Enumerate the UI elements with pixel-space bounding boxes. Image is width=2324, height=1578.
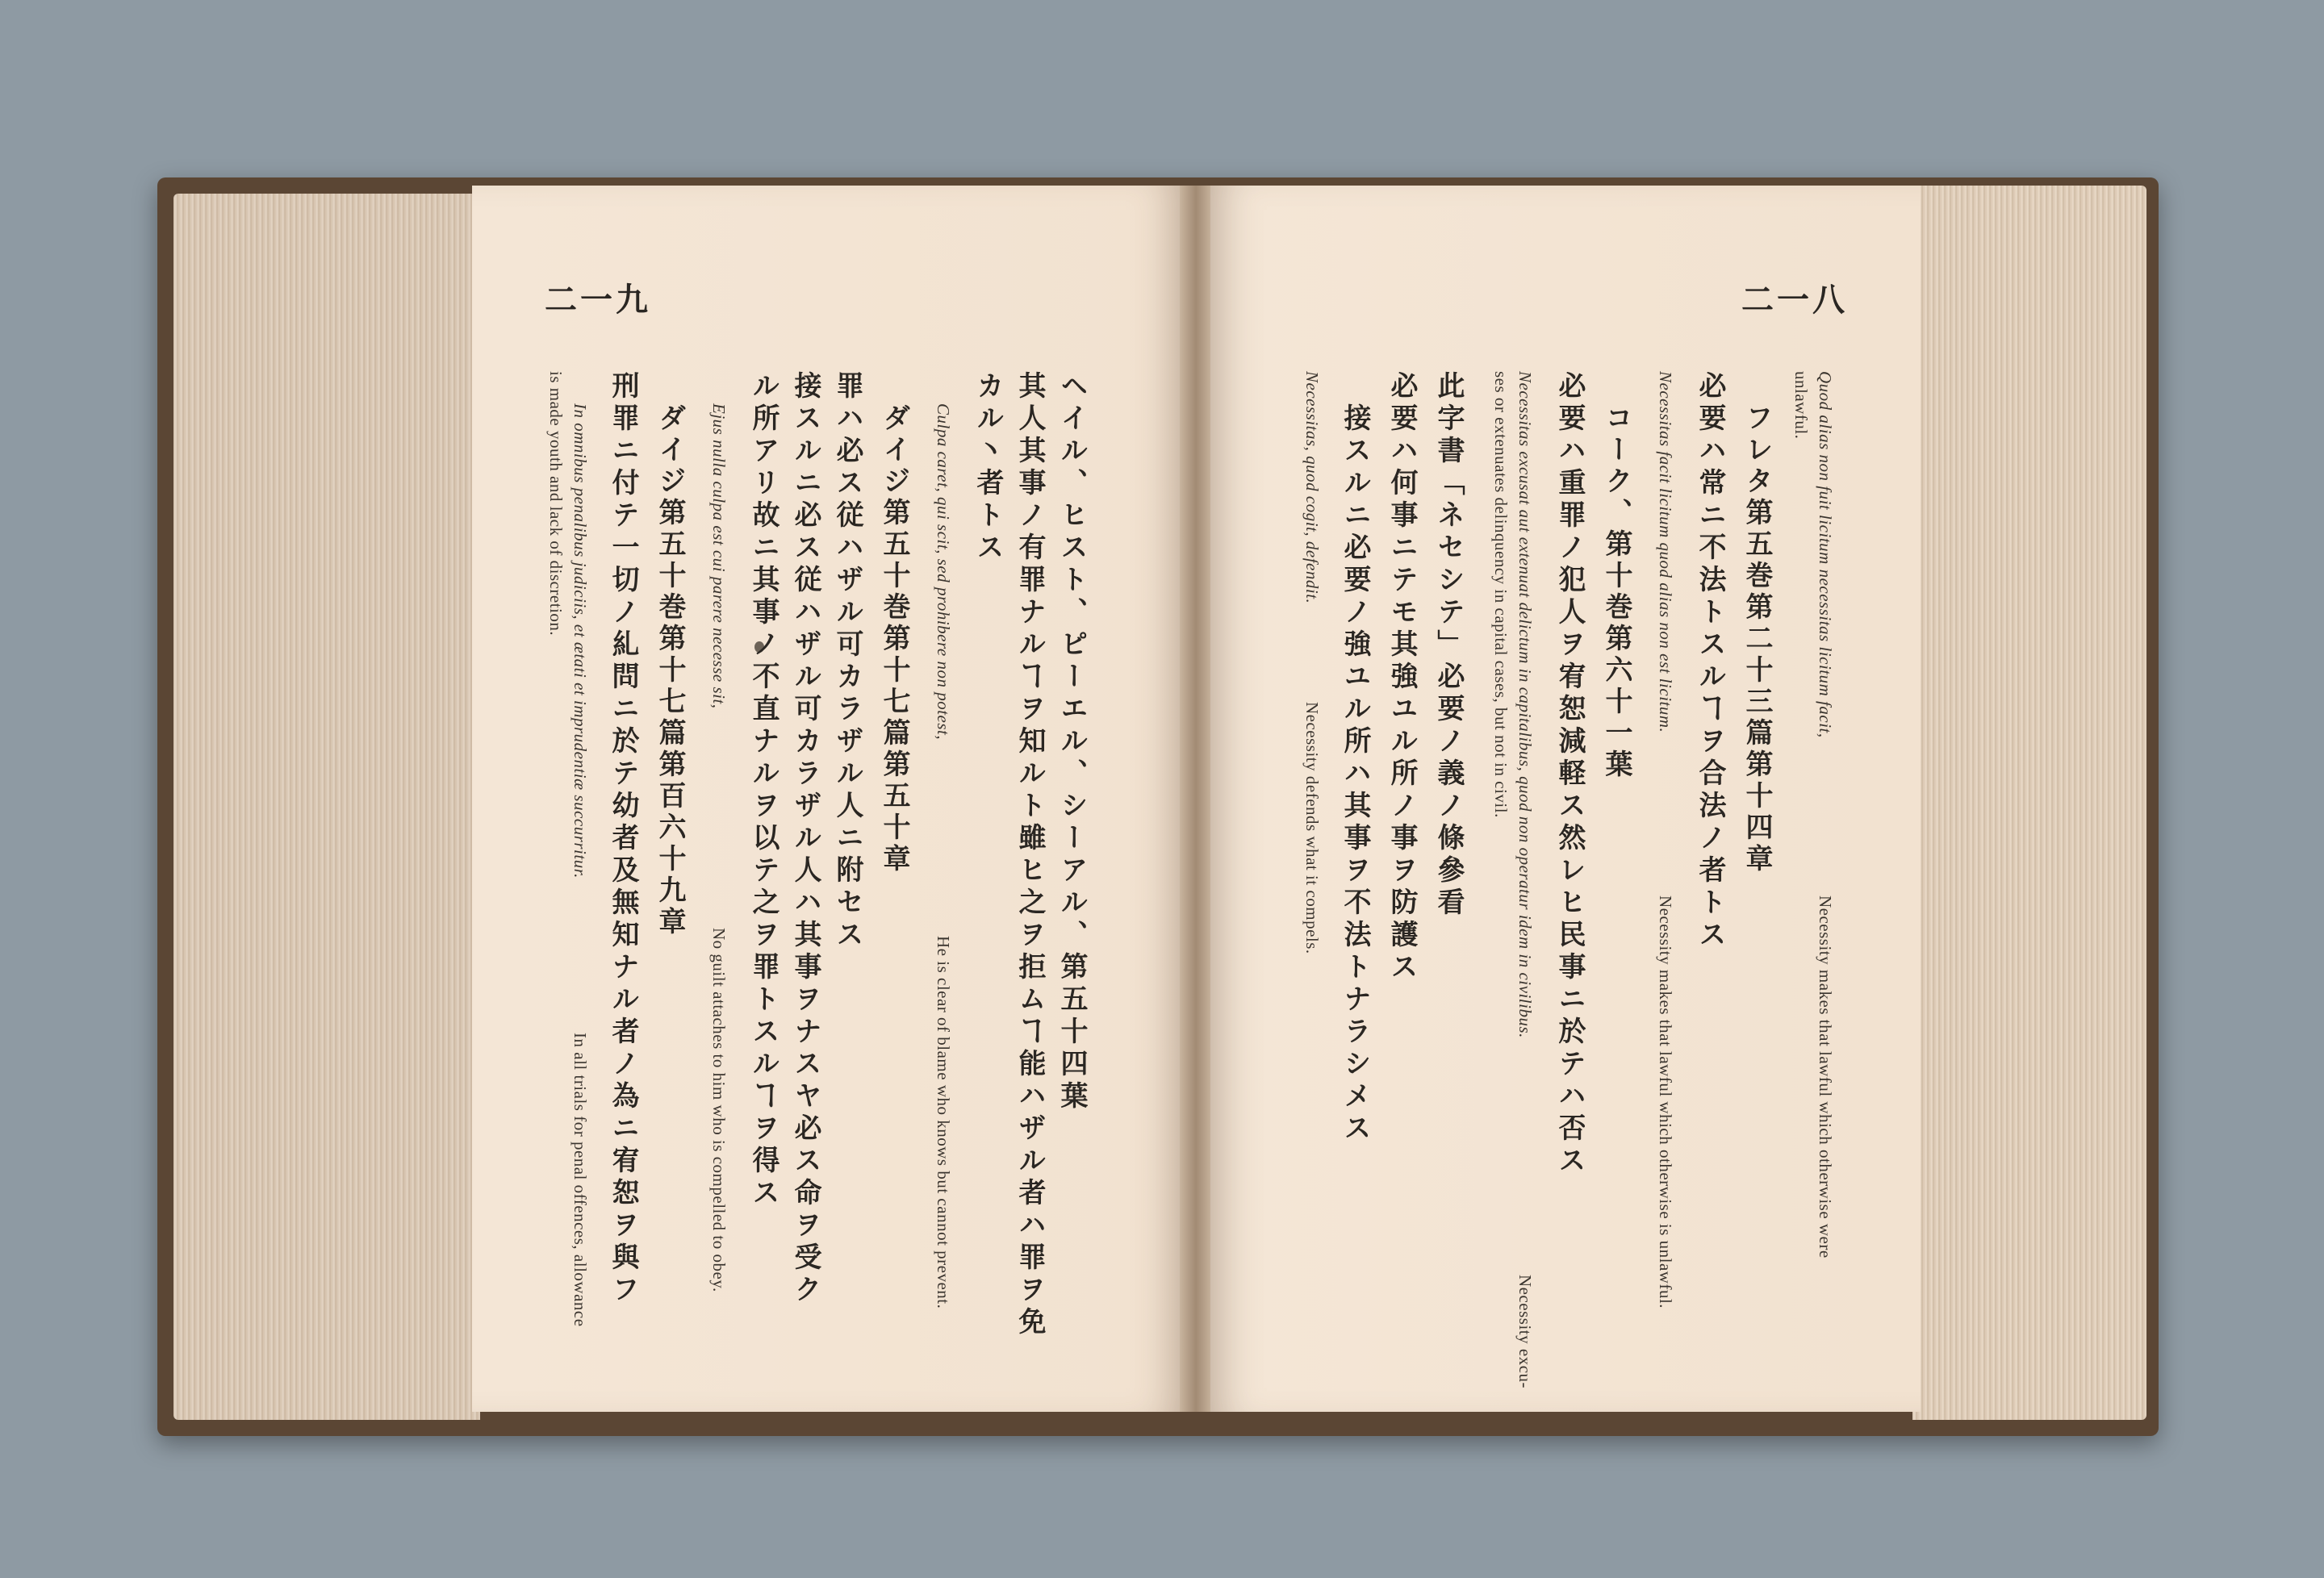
left-page-edges [173, 194, 480, 1420]
text-column: 必要ハ常ニ不法トスルヿヲ合法ノ者トス [1694, 371, 1726, 952]
text-column: 必要ハ重罪ノ犯人ヲ宥恕減軽ス然レヒ民事ニ於テハ否ス [1553, 371, 1586, 1178]
text-column: 接スルニ必要ノ強ユル所ハ其事ヲ不法トナラシメス [1339, 403, 1371, 1146]
left-page [472, 186, 1182, 1412]
text-column: コーク、第十巻第六十一葉 [1600, 403, 1632, 781]
book-gutter [1180, 186, 1212, 1412]
text-column: Necessitas excusat aut extenuat delictum in capitalibus, quod non operatur idem in civilibus. [1515, 371, 1535, 1038]
text-column: In all trials for penal offences, allowance [571, 1033, 590, 1327]
text-column: Culpa caret, qui scit, sed prohibere non potest, [934, 403, 953, 741]
text-column: ダイジ第五十巻第十七篇第百六十九章 [654, 403, 686, 938]
text-column: フレタ第五巻第二十三篇第十四章 [1741, 403, 1773, 875]
page-number: 二一九 [545, 281, 651, 319]
text-column: カル丶者トス [972, 371, 1004, 565]
text-column: Ejus nulla culpa est cui parere necesse sit, [709, 403, 729, 709]
text-column: ダイジ第五十巻第十七篇第五十章 [878, 403, 910, 875]
text-column: In omnibus penalibus judiciis, et ætati et imprudentiæ succurritur. [571, 403, 590, 879]
text-column: 接スルニ必ス従ハザル可カラザル人ハ其事ヲナスヤ必ス命ヲ受ク [789, 371, 821, 1307]
text-column: Quod alias non fuit licitum necessitas licitum facit, [1816, 371, 1835, 738]
text-column: Necessity makes that lawful which otherwise is unlawful. [1656, 895, 1675, 1309]
text-column: Necessitas, quod cogit, defendit. [1302, 371, 1322, 604]
text-column: 其人其事ノ有罪ナルヿヲ知ルト雖ヒ之ヲ拒ムヿ能ハザル者ハ罪ヲ免 [1014, 371, 1046, 1339]
text-column: unlawful. [1791, 371, 1811, 440]
text-column: ses or extenuates delinquency in capital cases, but not in civil. [1491, 371, 1511, 818]
text-column: Necessity excu- [1515, 1275, 1535, 1389]
text-column: ル所アリ故ニ其事ノ不直ナルヲ以テ之ヲ罪トスルヿヲ得ス [747, 371, 780, 1210]
page-number: 二一八 [1741, 281, 1848, 319]
text-column: 罪ハ必ス従ハザル可カラザル人ニ附セス [831, 371, 863, 952]
text-column: 此字書「ネセシテ」必要ノ義ノ條參看 [1432, 371, 1465, 920]
right-page-edges [1912, 186, 2146, 1420]
text-column: Necessity defends what it compels. [1302, 702, 1322, 954]
right-page [1210, 186, 1921, 1412]
text-column: He is clear of blame who knows but cannot prevent. [934, 936, 953, 1309]
text-column: Necessitas facit licitum quod alias non est licitum. [1656, 371, 1675, 733]
text-column: Necessity makes that lawful which otherwise were [1816, 895, 1835, 1259]
text-column: No guilt attaches to him who is compelled to obey. [709, 928, 729, 1292]
text-column: 必要ハ何事ニテモ其強ユル所ノ事ヲ防護ス [1386, 371, 1418, 984]
text-column: ヘイル、ヒスト、ピーエル、シーアル、第五十四葉 [1055, 371, 1088, 1113]
text-column: is made youth and lack of discretion. [546, 371, 566, 637]
text-column: 刑罪ニ付テ一切ノ糺問ニ於テ幼者及無知ナル者ノ為ニ宥恕ヲ與フ [607, 371, 639, 1307]
